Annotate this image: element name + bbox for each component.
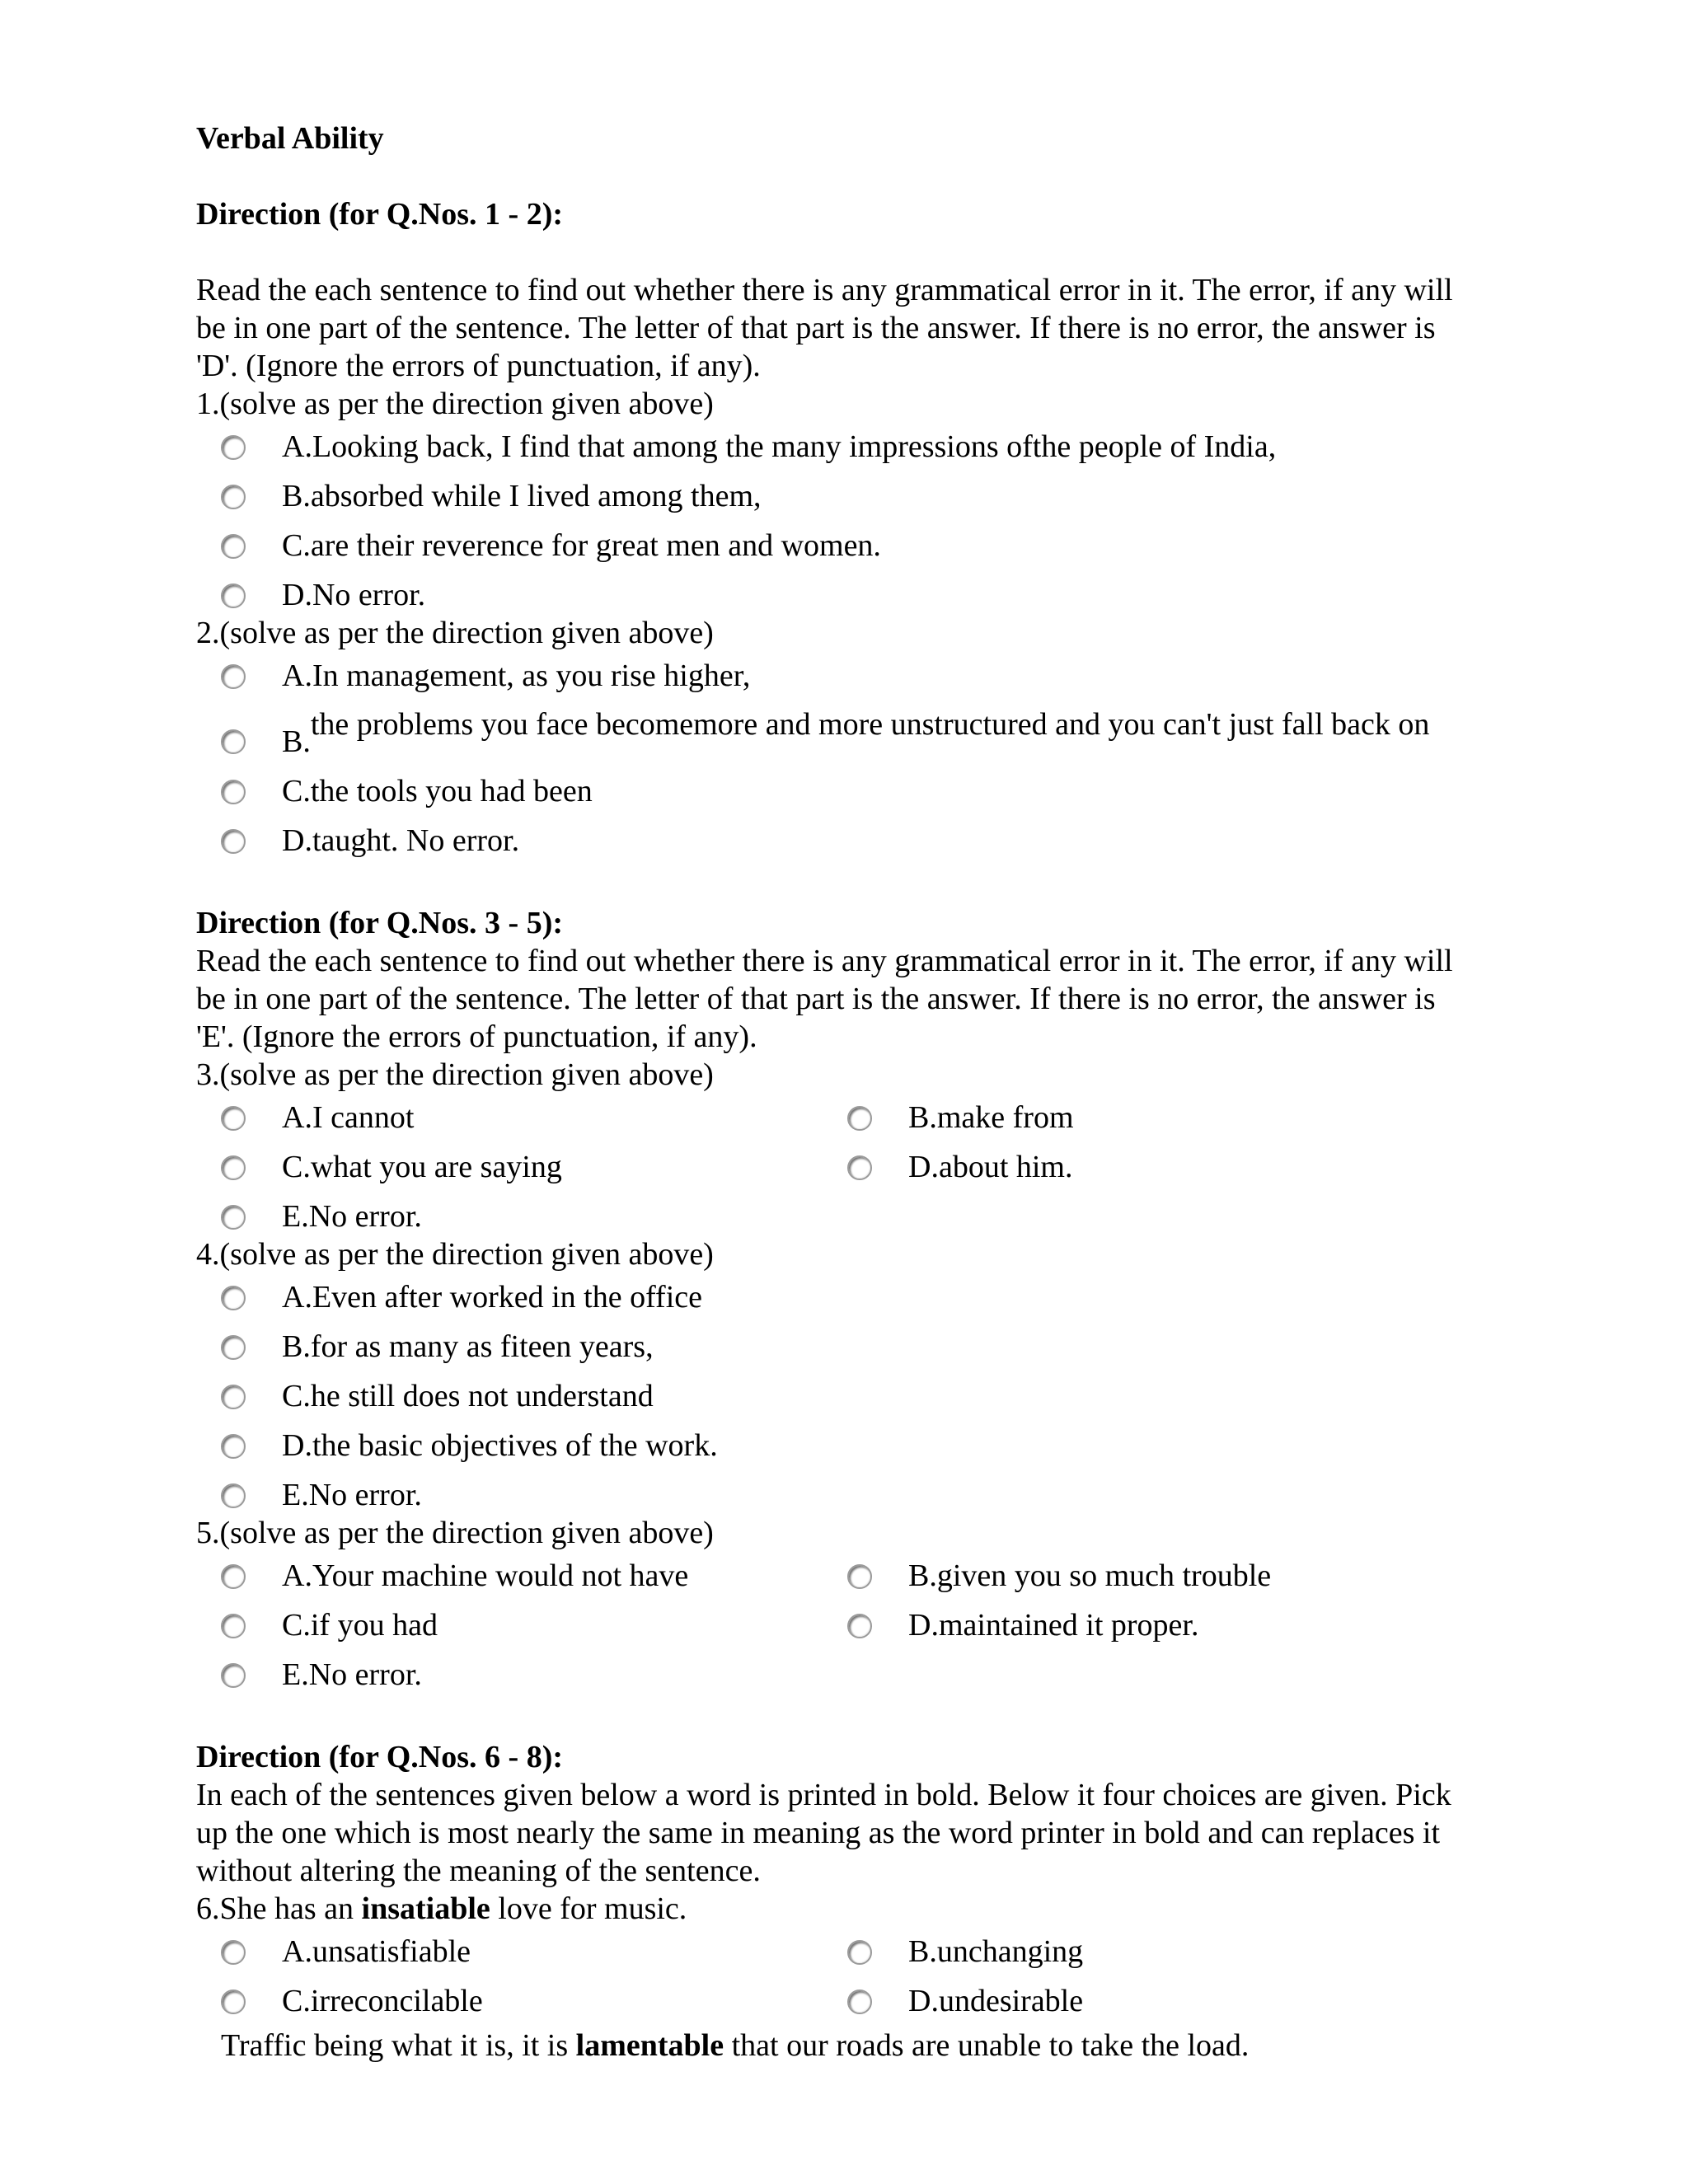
radio-button-icon[interactable] bbox=[221, 829, 246, 854]
question-4-option-e[interactable]: E. No error. bbox=[221, 1476, 1465, 1514]
question-2-option-d[interactable]: D. taught. No error. bbox=[221, 822, 1465, 860]
radio-button-icon[interactable] bbox=[221, 1385, 246, 1409]
radio-button-icon[interactable] bbox=[221, 1663, 246, 1688]
direction-heading-1: Direction (for Q.Nos. 1 - 2): bbox=[196, 197, 563, 232]
radio-button-icon[interactable] bbox=[221, 1990, 246, 2014]
direction-heading-3: Direction (for Q.Nos. 6 - 8): bbox=[196, 1740, 563, 1774]
radio-button-icon[interactable] bbox=[221, 1205, 246, 1230]
radio-button-icon[interactable] bbox=[847, 1614, 872, 1638]
question-3-option-a[interactable]: A. I cannot bbox=[221, 1099, 847, 1137]
question-5-option-a[interactable]: A. Your machine would not have bbox=[221, 1557, 847, 1595]
question-6-options bbox=[221, 1933, 1465, 2020]
radio-button-icon[interactable] bbox=[847, 1564, 872, 1589]
question-1-option-b[interactable]: B. absorbed while I lived among them, bbox=[221, 477, 1465, 515]
radio-button-icon[interactable] bbox=[221, 664, 246, 689]
question-2-options bbox=[221, 657, 1465, 860]
question-3-stem: 3.(solve as per the direction given above) bbox=[196, 1057, 714, 1092]
question-6-option-d[interactable]: D. undesirable bbox=[847, 1982, 1474, 2020]
radio-button-icon[interactable] bbox=[847, 1155, 872, 1180]
question-5-stem: 5.(solve as per the direction given above) bbox=[196, 1516, 714, 1550]
document-page bbox=[196, 120, 1465, 2064]
question-2-option-c[interactable]: C. the tools you had been bbox=[221, 772, 1465, 810]
radio-button-icon[interactable] bbox=[221, 534, 246, 559]
question-3-option-d[interactable]: D. about him. bbox=[847, 1148, 1474, 1186]
question-4-stem: 4.(solve as per the direction given above) bbox=[196, 1237, 714, 1272]
question-1-option-d[interactable]: D. No error. bbox=[221, 576, 1465, 614]
question-5-option-e[interactable]: E. No error. bbox=[221, 1656, 847, 1694]
radio-button-icon[interactable] bbox=[221, 583, 246, 608]
question-3-option-b[interactable]: B. make from bbox=[847, 1099, 1474, 1137]
question-5-option-d[interactable]: D. maintained it proper. bbox=[847, 1606, 1474, 1644]
question-5-options bbox=[221, 1557, 1465, 1694]
question-4-option-b[interactable]: B. for as many as fiteen years, bbox=[221, 1328, 1465, 1366]
question-4-options bbox=[221, 1278, 1465, 1514]
question-4-option-c[interactable]: C. he still does not understand bbox=[221, 1377, 1465, 1415]
question-1-stem: 1.(solve as per the direction given above) bbox=[196, 387, 714, 421]
radio-button-icon[interactable] bbox=[847, 1940, 872, 1965]
question-6-option-a[interactable]: A. unsatisfiable bbox=[221, 1933, 847, 1971]
question-2-stem: 2.(solve as per the direction given above) bbox=[196, 616, 714, 650]
page-title: Verbal Ability bbox=[196, 121, 384, 156]
question-6-option-b[interactable]: B. unchanging bbox=[847, 1933, 1474, 1971]
radio-button-icon[interactable] bbox=[221, 1155, 246, 1180]
question-4-option-d[interactable]: D. the basic objectives of the work. bbox=[221, 1427, 1465, 1465]
question-7-bold-word: lamentable bbox=[575, 2028, 724, 2063]
question-6-bold-word: insatiable bbox=[361, 1891, 490, 1926]
radio-button-icon[interactable] bbox=[221, 1286, 246, 1310]
radio-button-icon[interactable] bbox=[221, 1614, 246, 1638]
radio-button-icon[interactable] bbox=[847, 1990, 872, 2014]
radio-button-icon[interactable] bbox=[221, 435, 246, 460]
radio-button-icon[interactable] bbox=[221, 729, 246, 754]
question-2-option-b[interactable]: B. the problems you face becomemore and more unstructured and you can't just fall back on bbox=[221, 706, 1465, 761]
question-7-stem: Traffic being what it is, it is lamentable that our roads are unable to take the load. bbox=[221, 2028, 1250, 2063]
question-1-options bbox=[221, 428, 1465, 614]
radio-button-icon[interactable] bbox=[221, 1564, 246, 1589]
direction-text-1: Read the each sentence to find out whether there is any grammatical error in it. The error, if any will be in one part of the sentence. The letter of that part is the answer. If there is no error, the answer is 'D'. (Ignore the errors of punctuation, if any). bbox=[196, 273, 1453, 383]
question-1-option-c[interactable]: C. are their reverence for great men and women. bbox=[221, 527, 1465, 565]
question-5-option-c[interactable]: C. if you had bbox=[221, 1606, 847, 1644]
radio-button-icon[interactable] bbox=[221, 1483, 246, 1508]
question-3-option-c[interactable]: C. what you are saying bbox=[221, 1148, 847, 1186]
radio-button-icon[interactable] bbox=[221, 485, 246, 509]
radio-button-icon[interactable] bbox=[221, 1940, 246, 1965]
radio-button-icon[interactable] bbox=[847, 1106, 872, 1131]
question-2-option-a[interactable]: A. In management, as you rise higher, bbox=[221, 657, 1465, 695]
radio-button-icon[interactable] bbox=[221, 1434, 246, 1459]
direction-heading-2: Direction (for Q.Nos. 3 - 5): bbox=[196, 906, 563, 940]
radio-button-icon[interactable] bbox=[221, 780, 246, 804]
question-1-option-a[interactable]: A. Looking back, I find that among the many impressions ofthe people of India, bbox=[221, 428, 1465, 466]
question-3-option-e[interactable]: E. No error. bbox=[221, 1197, 847, 1235]
direction-text-3: In each of the sentences given below a word is printed in bold. Below it four choices are given. Pick up the one which is most nearly the same in meaning as the word printer in bold and can replaces it without altering the meaning of the sentence. bbox=[196, 1778, 1451, 1888]
radio-button-icon[interactable] bbox=[221, 1335, 246, 1360]
question-4-option-a[interactable]: A. Even after worked in the office bbox=[221, 1278, 1465, 1316]
radio-button-icon[interactable] bbox=[221, 1106, 246, 1131]
question-6-option-c[interactable]: C. irreconcilable bbox=[221, 1982, 847, 2020]
question-5-option-b[interactable]: B. given you so much trouble bbox=[847, 1557, 1474, 1595]
direction-text-2: Read the each sentence to find out whether there is any grammatical error in it. The error, if any will be in one part of the sentence. The letter of that part is the answer. If there is no error, the answer is 'E'. (Ignore the errors of punctuation, if any). bbox=[196, 944, 1453, 1054]
question-3-options bbox=[221, 1099, 1465, 1235]
question-6-stem: 6.She has an insatiable love for music. bbox=[196, 1891, 687, 1926]
